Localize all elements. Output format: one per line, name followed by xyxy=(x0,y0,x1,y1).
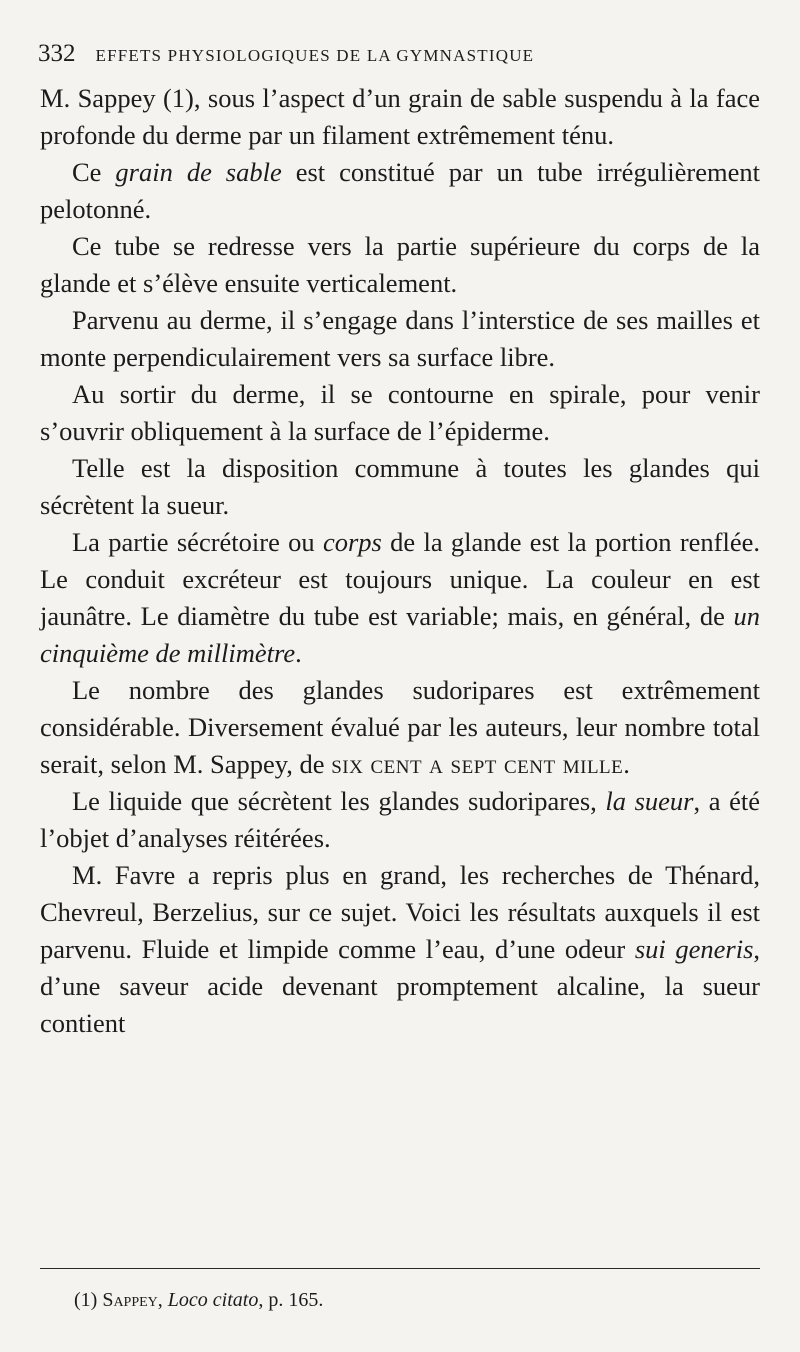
paragraph xyxy=(40,672,760,783)
italic-segment: la sueur xyxy=(605,786,694,816)
body-text xyxy=(40,80,760,1042)
footnote xyxy=(74,1287,760,1313)
text-segment: . xyxy=(623,749,630,779)
text-segment: Telle est la disposition commune à toutes les glandes qui sécrètent la sueur. xyxy=(40,453,760,520)
footnote-divider xyxy=(40,1268,760,1269)
footnote-page: p. 165. xyxy=(268,1289,324,1311)
paragraph xyxy=(40,857,760,1042)
text-segment: Au sortir du derme, il se contourne en spirale, pour venir s’ouvrir obliquement à la surface de l’épiderme. xyxy=(40,379,760,446)
paragraph xyxy=(40,524,760,672)
text-segment: de la glande est la portion renflée. Le conduit excréteur est toujours unique. La couleur en est jaunâtre. Le diamètre du tube est variable; mais, en général, de xyxy=(40,527,760,631)
text-segment: Le nombre des glandes sudoripares est extrêmement considérable. Diversement évalué par les auteurs, leur nombre total serait, selon M. Sappey, de xyxy=(40,675,760,779)
text-segment: M. Favre a repris plus en grand, les recherches de Thénard, Chevreul, Berzelius, sur ce sujet. Voici les résultats auxquels il est parvenu. Fluide et limpide comme l’eau, d’une odeur xyxy=(40,860,760,964)
paragraph xyxy=(40,376,760,450)
text-segment: est constitué par un tube irrégulièrement pelotonné. xyxy=(40,157,761,224)
text-segment: M. Sappey (1), sous l’aspect d’un grain de sable suspendu à la face profonde du derme par un filament extrêmement ténu. xyxy=(40,83,760,150)
text-segment: Le liquide que sécrètent les glandes sudoripares, xyxy=(72,786,606,816)
running-header xyxy=(38,40,760,70)
running-title: EFFETS PHYSIOLOGIQUES DE LA GYMNASTIQUE xyxy=(95,46,535,65)
text-segment: Ce tube se redresse vers la partie supérieure du corps de la glande et s’élève ensuite verticalement. xyxy=(40,231,760,298)
text-segment: , a été l’objet d’analyses réitérées. xyxy=(40,786,760,853)
text-segment: . xyxy=(295,638,302,668)
footnote-separator: , xyxy=(157,1289,168,1311)
text-segment: , d’une saveur acide devenant promptement alcaline, la sueur contient xyxy=(40,934,761,1038)
page-number: 332 xyxy=(38,40,76,67)
italic-segment: un cinquième de millimètre xyxy=(40,601,760,668)
paragraph xyxy=(40,450,760,524)
italic-segment: grain de sable xyxy=(115,157,282,187)
text-segment: La partie sécrétoire ou xyxy=(72,527,323,557)
paragraph xyxy=(40,302,760,376)
italic-segment: corps xyxy=(322,527,382,557)
paragraph xyxy=(40,154,760,228)
italic-segment: sui generis xyxy=(634,934,754,964)
smallcaps-segment: six cent a sept cent mille xyxy=(331,749,624,779)
footnote-author: Sappey xyxy=(102,1289,158,1311)
footnote-work: Loco citato xyxy=(167,1289,259,1311)
paragraph xyxy=(40,228,760,302)
footnote-separator: , xyxy=(258,1289,269,1311)
text-segment: Ce xyxy=(72,157,116,187)
text-segment: Parvenu au derme, il s’engage dans l’interstice de ses mailles et monte perpendiculairement vers sa surface libre. xyxy=(40,305,760,372)
paragraph xyxy=(40,783,760,857)
footnote-marker: (1) xyxy=(74,1289,98,1311)
paragraph xyxy=(40,80,760,154)
